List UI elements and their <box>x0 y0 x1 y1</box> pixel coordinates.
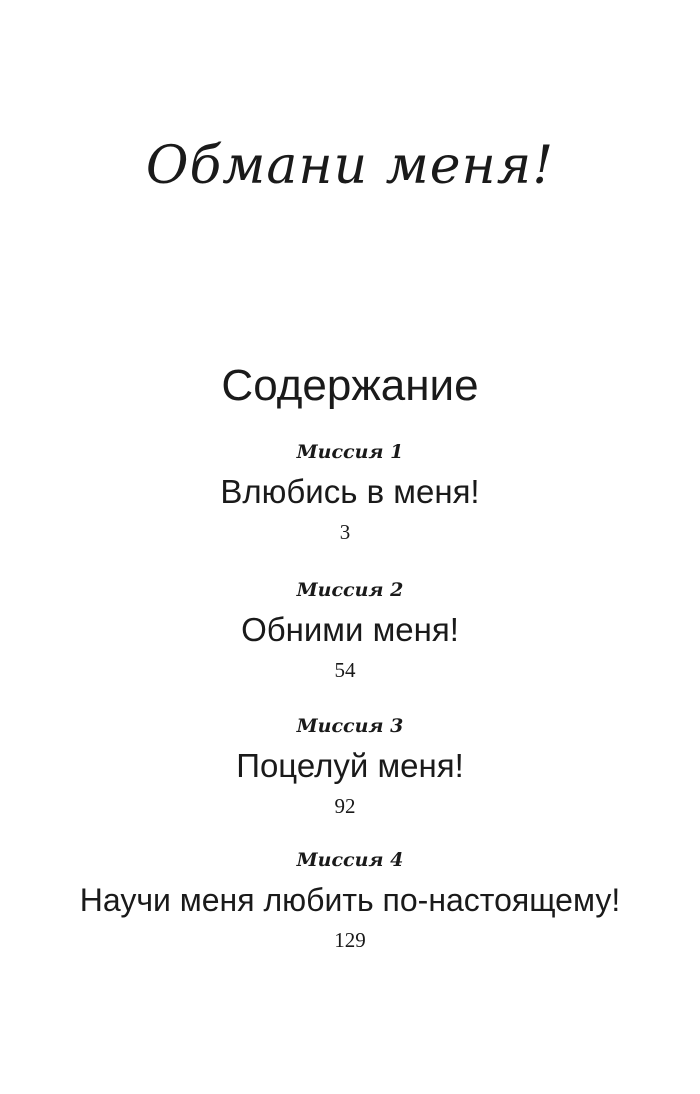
mission-label: Миссия 1 <box>296 441 404 463</box>
toc-heading: Содержание <box>221 361 479 410</box>
mission-page-number: 129 <box>334 928 366 952</box>
toc-entry-mission-3[interactable] <box>0 714 700 818</box>
toc-entry-mission-1[interactable] <box>0 440 700 544</box>
mission-page-number: 3 <box>339 520 351 544</box>
mission-title: Поцелуй меня! <box>236 747 464 784</box>
mission-page-number: 54 <box>334 658 356 682</box>
mission-label: Миссия 3 <box>296 715 404 737</box>
toc-entry-mission-2[interactable] <box>0 578 700 682</box>
mission-title: Влюбись в меня! <box>220 473 480 510</box>
mission-page-number: 92 <box>334 794 356 818</box>
mission-title: Научи меня любить по-настоящему! <box>79 882 621 918</box>
mission-label: Миссия 2 <box>296 579 404 601</box>
mission-title: Обними меня! <box>241 611 459 648</box>
book-title: Обмани меня! <box>145 136 555 196</box>
mission-label: Миссия 4 <box>296 849 404 871</box>
toc-entry-mission-4[interactable] <box>0 848 700 952</box>
